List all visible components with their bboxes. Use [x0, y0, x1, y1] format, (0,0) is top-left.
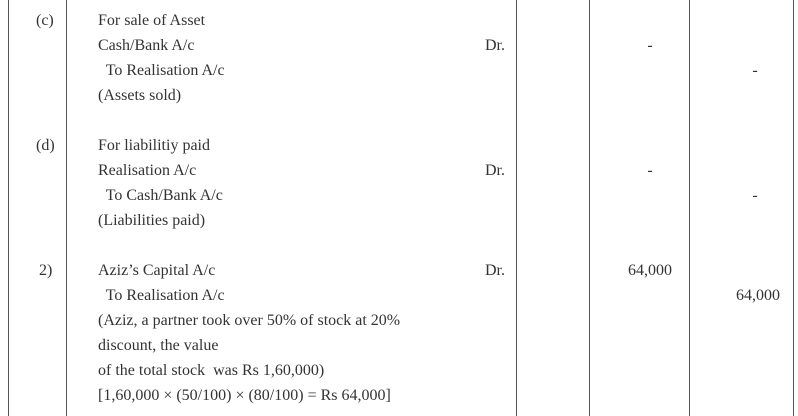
dr-marker: Dr. — [485, 37, 505, 54]
narration-line: (Assets sold) — [98, 87, 182, 104]
dr-marker: Dr. — [485, 262, 505, 279]
narration-line: Cash/Bank A/c — [98, 37, 195, 54]
narration-line: discount, the value — [98, 337, 219, 354]
column-divider — [8, 0, 9, 416]
narration-line: For sale of Asset — [98, 12, 206, 29]
entry-label: 2) — [39, 262, 53, 279]
narration-line: Realisation A/c — [98, 162, 197, 179]
debit-amount: - — [647, 162, 653, 179]
debit-amount: 64,000 — [628, 262, 672, 279]
column-divider — [589, 0, 590, 416]
narration-line: For liabilitiy paid — [98, 137, 210, 154]
narration-line: (Liabilities paid) — [98, 212, 206, 229]
narration-line: [1,60,000 × (50/100) × (80/100) = Rs 64,000] — [98, 387, 391, 404]
narration-line: of the total stock was Rs 1,60,000) — [98, 362, 325, 379]
credit-amount: - — [752, 187, 758, 204]
column-divider — [689, 0, 690, 416]
narration-line: To Cash/Bank A/c — [98, 187, 223, 204]
credit-amount: 64,000 — [736, 287, 780, 304]
debit-amount: - — [647, 37, 653, 54]
entry-label: (c) — [36, 12, 54, 29]
dr-marker: Dr. — [485, 162, 505, 179]
column-divider — [516, 0, 517, 416]
entry-label: (d) — [36, 137, 55, 154]
narration-line: (Aziz, a partner took over 50% of stock at 20% — [98, 312, 401, 329]
credit-amount: - — [752, 62, 758, 79]
narration-line: To Realisation A/c — [98, 62, 225, 79]
column-divider — [66, 0, 67, 416]
narration-line: To Realisation A/c — [98, 287, 225, 304]
narration-line: Aziz’s Capital A/c — [98, 262, 216, 279]
